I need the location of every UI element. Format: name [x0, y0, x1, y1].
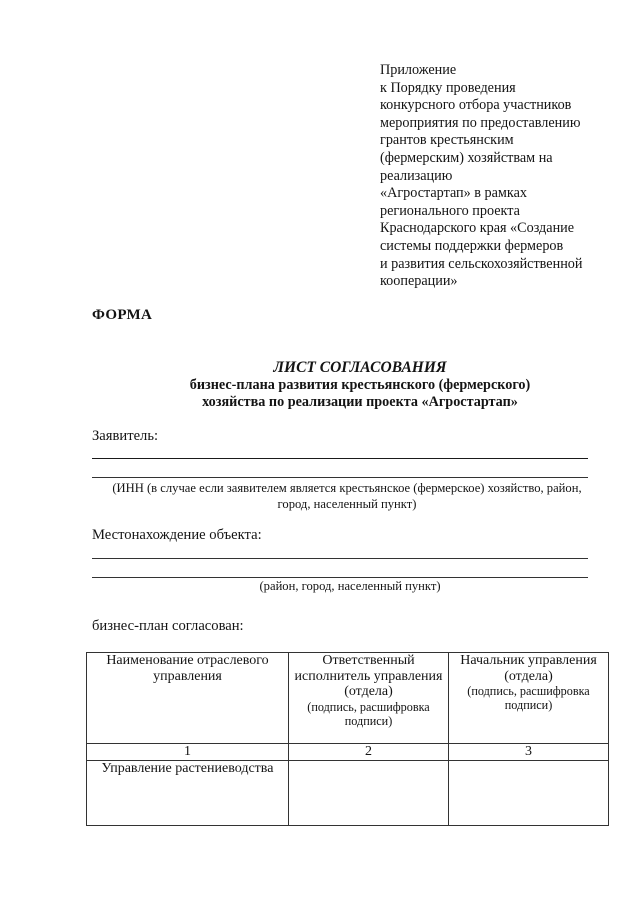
appendix-line: регионального проекта	[380, 202, 520, 219]
applicant-label: Заявитель:	[92, 428, 159, 444]
location-label: Местонахождение объекта:	[92, 527, 262, 543]
applicant-line-1[interactable]	[92, 458, 588, 459]
appendix-line: (фермерским) хозяйствам на	[380, 149, 553, 166]
title-main: ЛИСТ СОГЛАСОВАНИЯ	[273, 359, 447, 376]
column-number: 3	[449, 744, 609, 761]
column-header-text: Ответственный исполнитель управления (отдела)	[294, 653, 443, 699]
appendix-line: мероприятия по предоставлению	[380, 114, 581, 131]
head-signature-cell[interactable]	[449, 760, 609, 825]
approval-table	[86, 652, 609, 826]
column-header-note: (подпись, расшифровка подписи)	[467, 684, 590, 712]
column-number: 1	[87, 744, 289, 761]
column-header-department	[87, 653, 289, 744]
applicant-line-2[interactable]	[92, 477, 588, 478]
column-header-executor	[289, 653, 449, 744]
column-number: 2	[289, 744, 449, 761]
applicant-caption	[92, 480, 602, 512]
applicant-caption-line-2: город, населенный пункт)	[277, 497, 417, 511]
appendix-line: конкурсного отбора участников	[380, 97, 572, 114]
appendix-line: «Агростартап» в рамках	[380, 185, 527, 202]
appendix-line: реализацию	[380, 167, 453, 184]
location-line-1[interactable]	[92, 558, 588, 559]
location-caption: (район, город, населенный пункт)	[259, 579, 441, 593]
approved-label: бизнес-план согласован:	[92, 618, 244, 634]
appendix-line: к Порядку проведения	[380, 79, 516, 96]
column-number-row	[87, 744, 609, 761]
appendix-line: системы поддержки фермеров	[380, 237, 564, 254]
column-header-head	[449, 653, 609, 744]
appendix-line: и развития сельскохозяйственной	[380, 255, 583, 272]
column-header-note: (подпись, расшифровка подписи)	[307, 699, 430, 728]
appendix-line: грантов крестьянским	[380, 132, 514, 149]
form-label: ФОРМА	[92, 307, 153, 323]
column-header-text: Начальник управления (отдела)	[460, 653, 597, 684]
title-subtitle-line-2: хозяйства по реализации проекта «Агростартап»	[202, 394, 518, 410]
applicant-caption-line-1: (ИНН (в случае если заявителем является крестьянское (фермерское) хозяйство, район,	[112, 481, 582, 495]
department-name-cell: Управление растениеводства	[87, 760, 289, 825]
document-title	[80, 358, 639, 411]
executor-signature-cell[interactable]	[289, 760, 449, 825]
appendix-line: Краснодарского края «Создание	[380, 220, 575, 237]
table-header-row	[87, 653, 609, 744]
appendix-line: кооперации»	[380, 273, 458, 290]
appendix-line: Приложение	[380, 62, 457, 78]
table-row	[87, 760, 609, 825]
title-subtitle-line-1: бизнес-плана развития крестьянского (фермерского)	[189, 377, 531, 393]
appendix-note	[380, 62, 620, 291]
column-header-text: Наименование отраслевого управления	[106, 653, 269, 684]
